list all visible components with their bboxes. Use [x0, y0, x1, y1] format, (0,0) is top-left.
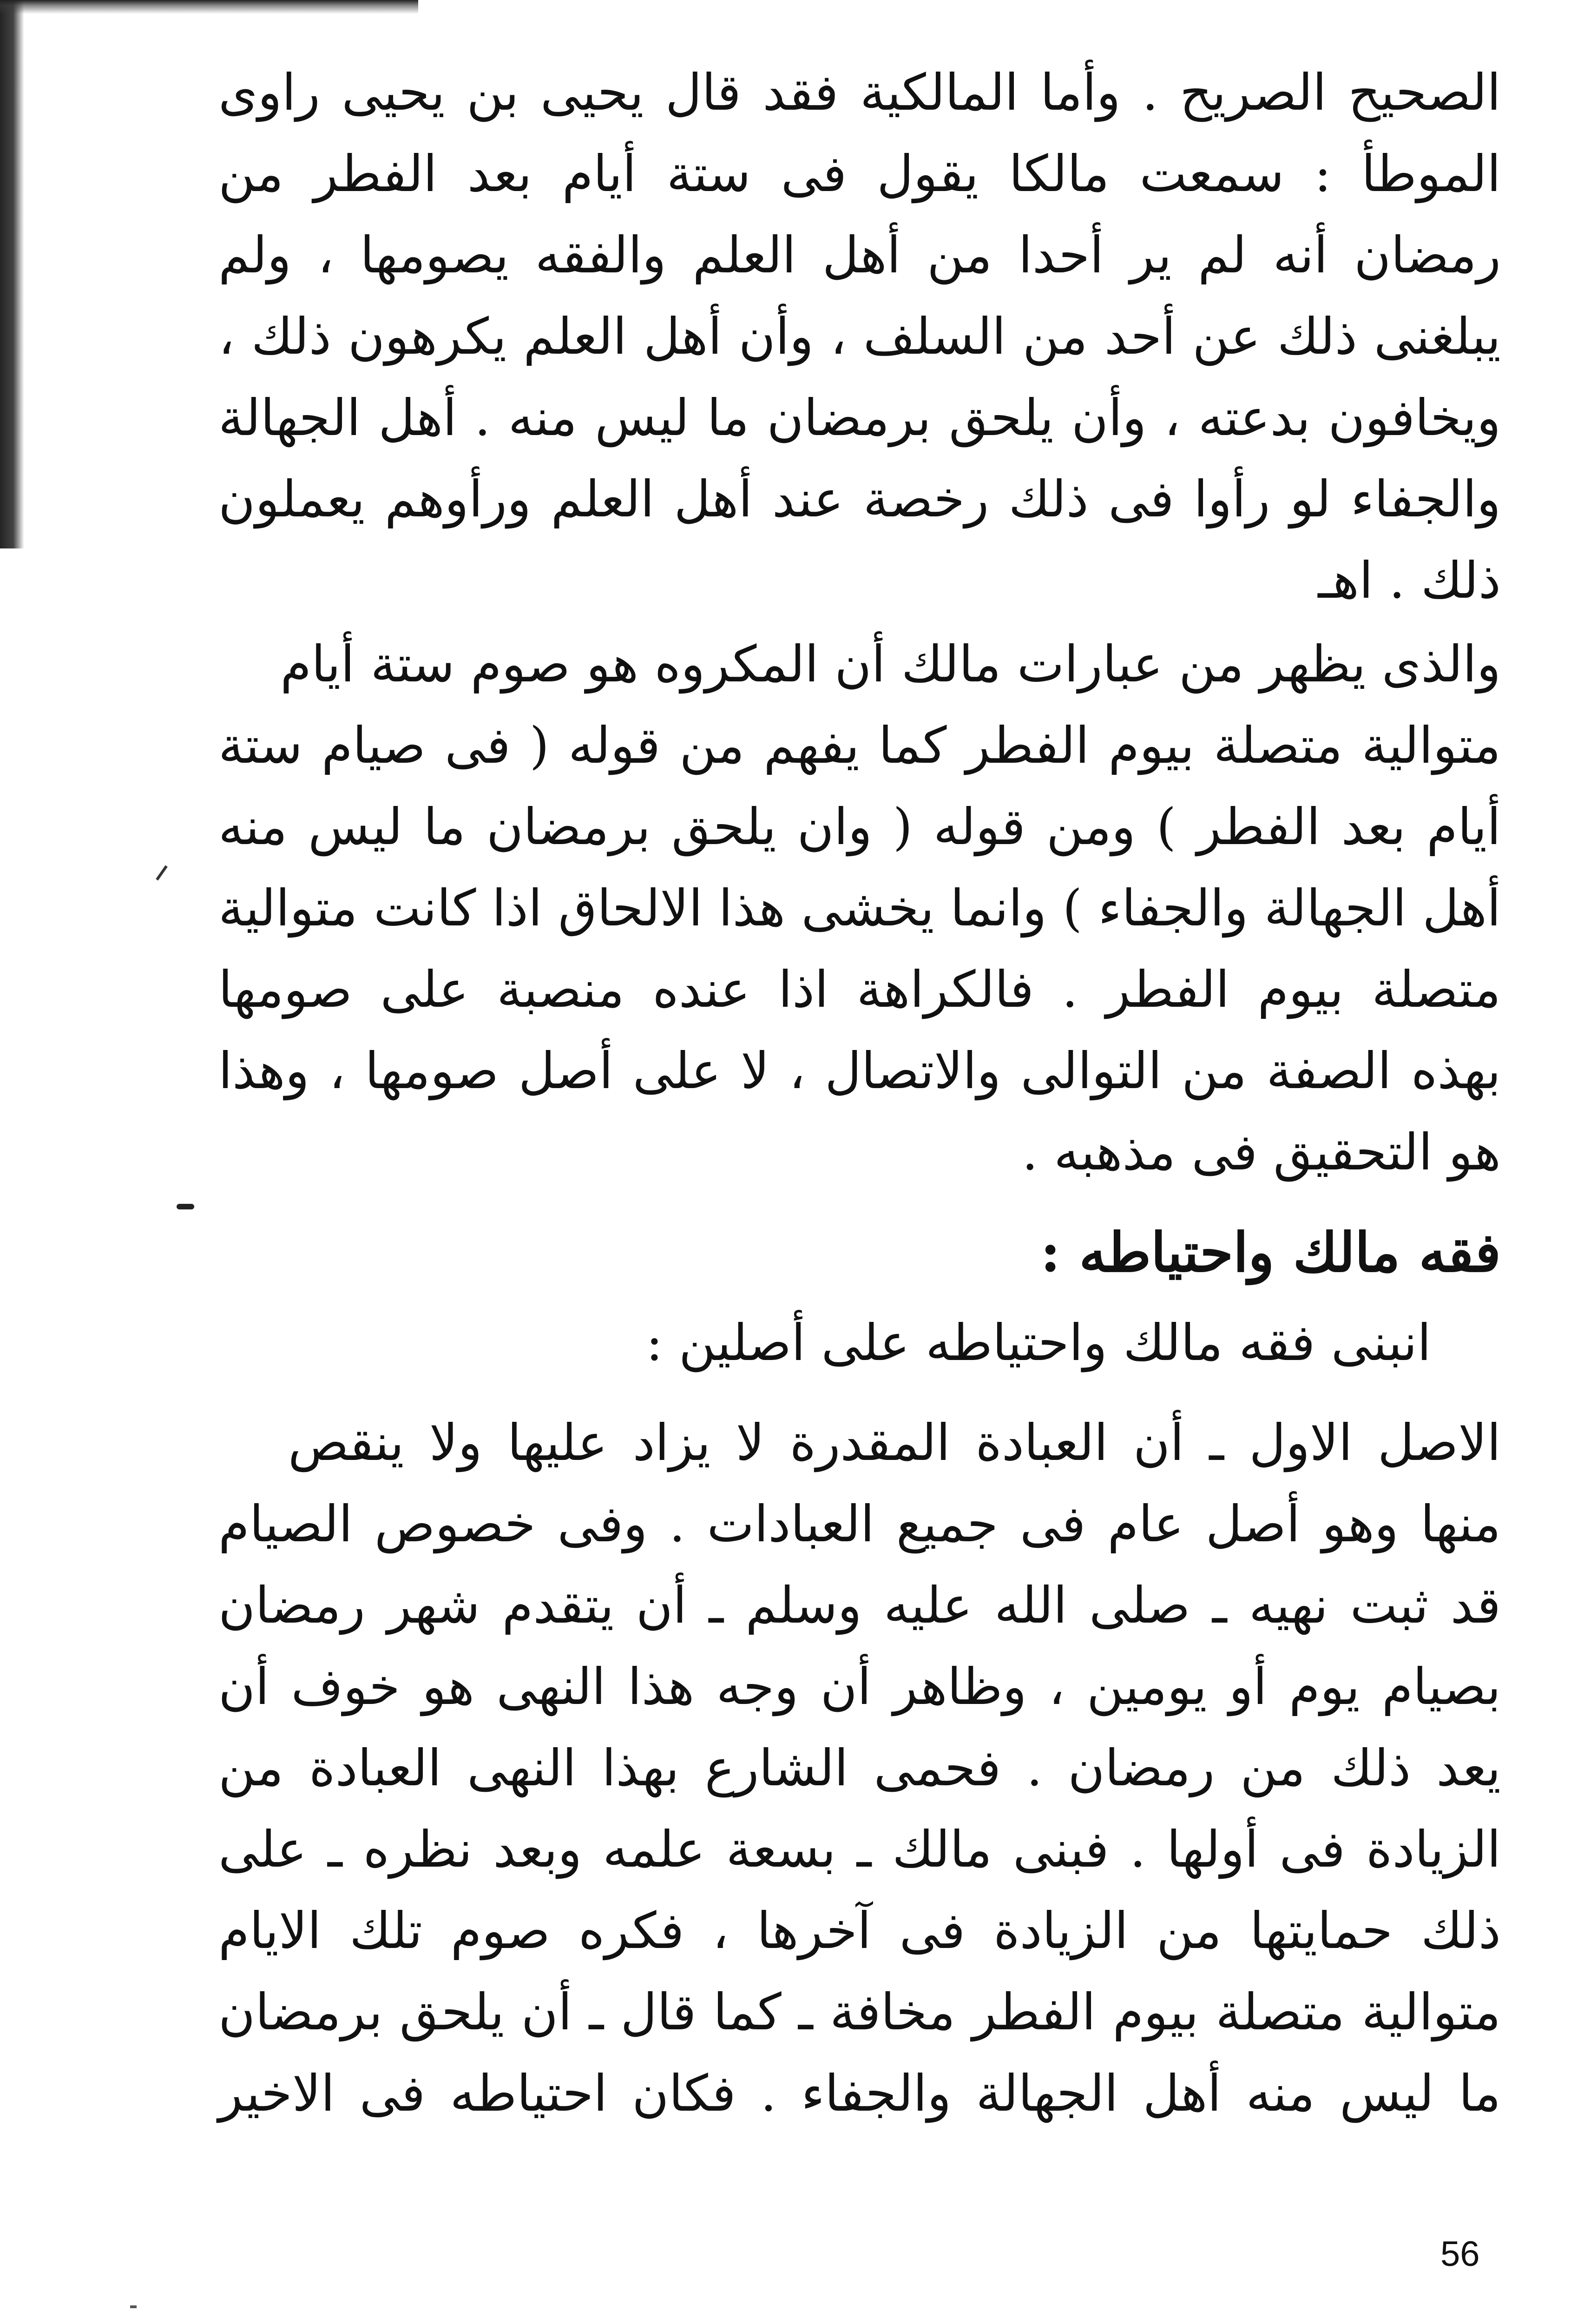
text-line: الزيادة فى أولها . فبنى مالك ـ بسعة علمه وبعد نظره ـ على	[218, 1821, 1501, 1879]
text-line: الصحيح الصريح . وأما المالكية فقد قال يحيى بن يحيى راوى	[218, 64, 1501, 122]
text-line: والذى يظهر من عبارات مالك أن المكروه هو صوم ستة أيام	[280, 635, 1501, 693]
text-line: أهل الجهالة والجفاء ) وانما يخشى هذا الالحاق اذا كانت متوالية	[218, 879, 1501, 938]
scan-top-smudge	[0, 0, 418, 14]
margin-ink-dash	[177, 1204, 194, 1209]
intro-line: انبنى فقه مالك واحتياطه على أصلين :	[646, 1314, 1431, 1372]
binding-edge-shadow	[0, 0, 24, 548]
text-line: بهذه الصفة من التوالى والاتصال ، لا على أصل صومها ، وهذا	[218, 1042, 1501, 1100]
text-line: منها وهو أصل عام فى جميع العبادات . وفى خصوص الصيام	[218, 1495, 1501, 1553]
text-line: بصيام يوم أو يومين ، وظاهر أن وجه هذا النهى هو خوف أن	[218, 1658, 1501, 1716]
text-line: الاصل الاول ـ أن العبادة المقدرة لا يزاد عليها ولا ينقص	[288, 1414, 1501, 1472]
text-line: والجفاء لو رأوا فى ذلك رخصة عند أهل العلم ورأوهم يعملون	[218, 470, 1501, 528]
text-line: ذلك . اهـ	[1318, 552, 1501, 610]
text-line: ما ليس منه أهل الجهالة والجفاء . فكان احتياطه فى الاخير	[218, 2065, 1501, 2123]
margin-pen-mark	[156, 865, 168, 881]
text-line: هو التحقيق فى مذهبه .	[1022, 1123, 1501, 1182]
text-line: أيام بعد الفطر ) ومن قوله ( وان يلحق برمضان ما ليس منه	[218, 798, 1501, 856]
scan-speck	[130, 2305, 137, 2308]
page-number: 56	[1440, 2234, 1480, 2274]
text-line: متوالية متصلة بيوم الفطر كما يفهم من قوله ( فى صيام ستة	[218, 717, 1501, 775]
text-line: يعد ذلك من رمضان . فحمى الشارع بهذا النهى العبادة من	[218, 1739, 1501, 1797]
text-line: الموطأ : سمعت مالكا يقول فى ستة أيام بعد الفطر من	[218, 145, 1501, 203]
text-line: رمضان أنه لم ير أحدا من أهل العلم والفقه يصومها ، ولم	[218, 226, 1501, 284]
text-line: متوالية متصلة بيوم الفطر مخافة ـ كما قال ـ أن يلحق برمضان	[218, 1983, 1501, 2041]
section-heading: فقه مالك واحتياطه :	[1040, 1221, 1501, 1284]
text-line: قد ثبت نهيه ـ صلى الله عليه وسلم ـ أن يتقدم شهر رمضان	[218, 1577, 1501, 1635]
text-line: يبلغنى ذلك عن أحد من السلف ، وأن أهل العلم يكرهون ذلك ،	[218, 308, 1501, 366]
text-line: ويخافون بدعته ، وأن يلحق برمضان ما ليس منه . أهل الجهالة	[218, 389, 1501, 447]
text-line: متصلة بيوم الفطر . فالكراهة اذا عنده منصبة على صومها	[218, 961, 1501, 1019]
text-line: ذلك حمايتها من الزيادة فى آخرها ، فكره صوم تلك الايام	[218, 1902, 1501, 1960]
